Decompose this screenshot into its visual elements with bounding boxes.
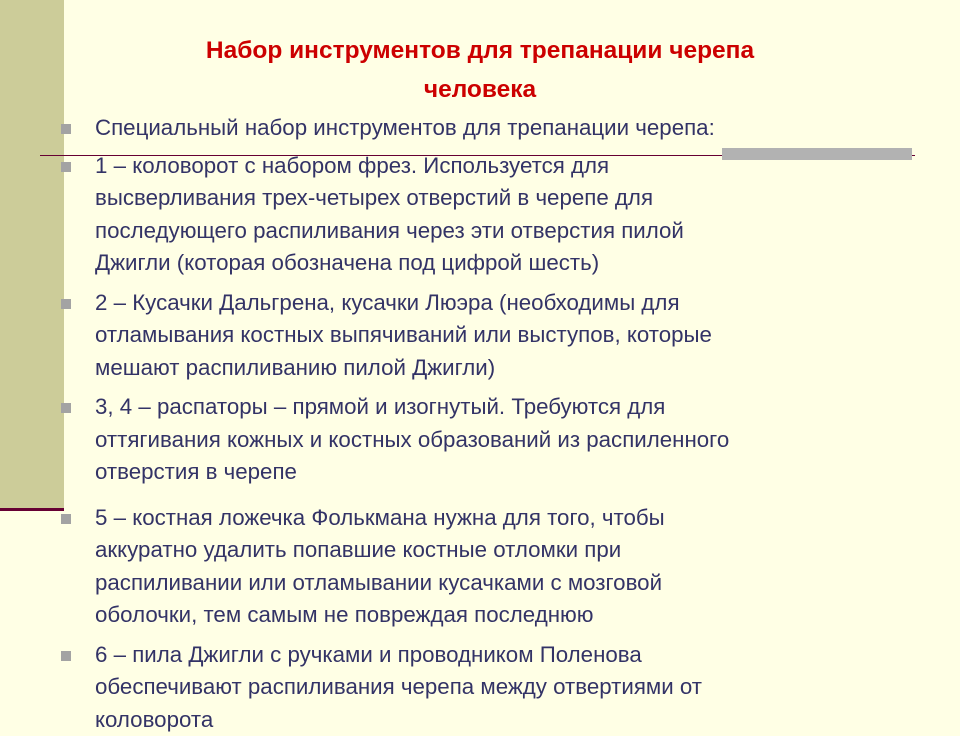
bullet-line: аккуратно удалить попавшие костные отломки при — [95, 537, 621, 562]
bullet-line: коловорота — [95, 707, 213, 732]
bullet-line: 1 – коловорот с набором фрез. Используется для — [95, 153, 609, 178]
left-accent-band — [0, 0, 64, 510]
slide-title-line-2: человека — [424, 76, 536, 103]
bullet-item-2 — [56, 287, 916, 385]
bullet-line: высверливания трех-четырех отверстий в черепе для — [95, 185, 653, 210]
bullet-line: мешают распиливанию пилой Джигли) — [95, 355, 495, 380]
bullet-line: отламывания костных выпячиваний или выступов, которые — [95, 322, 712, 347]
left-accent-band-edge — [0, 508, 64, 511]
bullet-line: 3, 4 – распаторы – прямой и изогнутый. Требуются для — [95, 394, 665, 419]
slide-title-line-1: Набор инструментов для трепанации черепа — [206, 37, 754, 64]
bullet-line: последующего распиливания через эти отверстия пилой — [95, 218, 684, 243]
square-bullet-icon — [61, 514, 71, 524]
bullet-line: Специальный набор инструментов для трепанации черепа: — [95, 115, 715, 140]
bullet-line: отверстия в черепе — [95, 459, 297, 484]
bullet-line: 5 – костная ложечка Фолькмана нужна для того, чтобы — [95, 505, 665, 530]
bullet-line: 2 – Кусачки Дальгрена, кусачки Люэра (необходимы для — [95, 290, 680, 315]
square-bullet-icon — [61, 651, 71, 661]
bullet-list — [56, 112, 916, 736]
bullet-line: Джигли (которая обозначена под цифрой шесть) — [95, 250, 599, 275]
bullet-line: распиливании или отламывании кусачками с мозговой — [95, 570, 662, 595]
bullet-item-5 — [56, 502, 916, 632]
bullet-item-6 — [56, 639, 916, 736]
bullet-item-1 — [56, 150, 916, 280]
slide-title — [64, 31, 896, 109]
bullet-line: оболочки, тем самым не повреждая последнюю — [95, 602, 593, 627]
square-bullet-icon — [61, 162, 71, 172]
bullet-line: обеспечивают распиливания черепа между отвертиями от — [95, 674, 702, 699]
bullet-item-3 — [56, 391, 916, 489]
square-bullet-icon — [61, 299, 71, 309]
bullet-item-intro — [56, 112, 916, 145]
square-bullet-icon — [61, 124, 71, 134]
bullet-line: оттягивания кожных и костных образований из распиленного — [95, 427, 729, 452]
bullet-line: 6 – пила Джигли с ручками и проводником Поленова — [95, 642, 642, 667]
square-bullet-icon — [61, 403, 71, 413]
